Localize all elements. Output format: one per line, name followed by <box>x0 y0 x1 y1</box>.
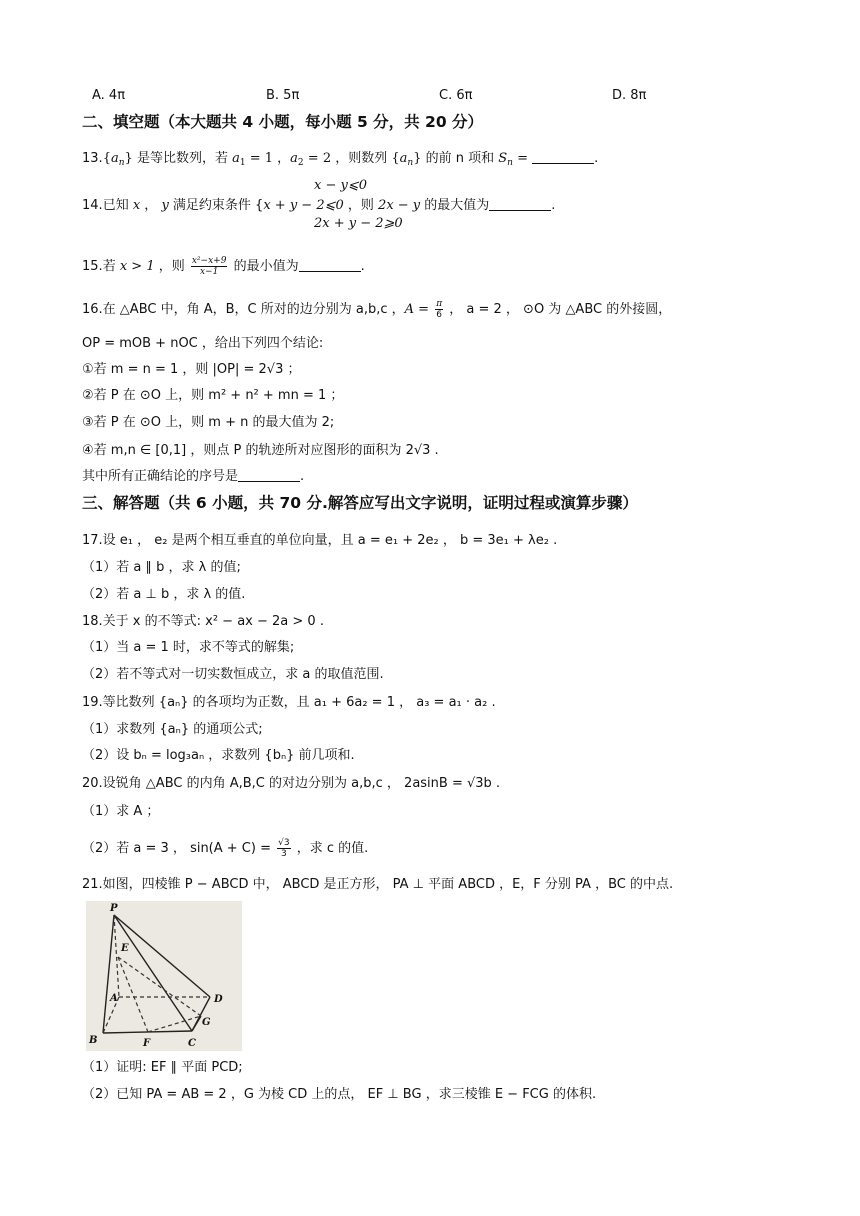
q17-part1: （1）若 a ∥ b ，求 λ 的值; <box>82 560 241 575</box>
q14-end: . <box>551 198 556 213</box>
option-c: C. 6π <box>439 88 473 103</box>
q20-part2 <box>82 838 368 859</box>
q19-part1: （1）求数列 {aₙ} 的通项公式; <box>82 722 263 737</box>
q16-stem-b: ， a = 2 ， ⊙O 为 △ABC 的外接圆， <box>445 302 672 317</box>
q17-part2: （2）若 a ⊥ b ，求 λ 的值. <box>82 587 246 602</box>
q13-line <box>82 150 598 172</box>
q14-text1: 已知 <box>102 198 133 213</box>
label-e: E <box>121 943 129 954</box>
q13-seq: $\{a_n\}$ <box>102 151 133 168</box>
q15-answer-blank <box>299 258 361 272</box>
q13-seq2: $\{a_n\}$ <box>391 151 422 168</box>
q15-frac-numerator: x²−x+9 <box>191 256 227 266</box>
q14-line <box>82 197 555 215</box>
q16-tail <box>82 468 304 486</box>
q15-text2: ，则 <box>154 259 189 274</box>
q13-text2: ， <box>273 151 291 166</box>
q20-part2-text: （2）若 a = 3 ， sin(A + C) = <box>82 841 276 856</box>
label-p: P <box>110 903 118 914</box>
section2-heading: 二、填空题（本大题共 4 小题，每小题 5 分，共 20 分） <box>82 113 484 131</box>
q16-conclusion-4: ④若 m,n ∈ [0,1] ，则点 P 的轨迹所对应图形的面积为 2√3 . <box>82 443 439 458</box>
q13-answer-blank <box>532 150 594 164</box>
q16-stem: 16.在 △ABC 中，角 A，B，C 所对的边分别为 a,b,c ， <box>82 302 405 317</box>
q14-number: 14. <box>82 198 103 213</box>
q19-part2: （2）设 bₙ = log₃aₙ ，求数列 {bₙ} 前几项和. <box>82 748 355 763</box>
q15-end: . <box>360 259 365 274</box>
q16-tail-text: 其中所有正确结论的序号是 <box>82 469 239 484</box>
q21-stem: 21.如图，四棱锥 P − ABCD 中， ABCD 是正方形， PA ⊥ 平面 ABCD ，E，F 分别 PA ，BC 的中点. <box>82 877 674 892</box>
q13-end: . <box>594 151 599 166</box>
label-a: A <box>110 993 118 1004</box>
q14-text5: 的最大值为 <box>420 198 490 213</box>
q19-stem: 19.等比数列 {aₙ} 的各项均为正数，且 a₁ + 6a₂ = 1 ， a₃ = a₁ · a₂ . <box>82 695 496 710</box>
q15-text3: 的最小值为 <box>229 259 299 274</box>
q16-line1 <box>82 299 671 320</box>
q16-fraction <box>435 299 443 320</box>
q20-part1: （1）求 A ； <box>82 804 160 819</box>
label-b: B <box>89 1035 98 1046</box>
q14-constraint-2: x + y − 2⩽0 <box>263 198 344 213</box>
label-g: G <box>202 1017 211 1028</box>
q16-line2: OP = mOB + nOC ，给出下列四个结论: <box>82 336 324 351</box>
q20-fraction <box>277 838 290 859</box>
q20-frac-numerator: √3 <box>278 838 290 848</box>
q14-constraint-3: 2x + y − 2⩾0 <box>314 216 403 231</box>
q13-number: 13. <box>82 151 103 166</box>
q15-fraction <box>191 256 228 277</box>
q15-frac-denominator: x−1 <box>199 267 219 277</box>
q16-end: . <box>300 469 305 484</box>
q16-conclusion-1: ①若 m = n = 1 ，则 |OP| = 2√3 ； <box>82 362 301 377</box>
q20-part2-tail: ，求 c 的值. <box>292 841 369 856</box>
q15-condition: x > 1 <box>119 259 155 274</box>
pyramid-figure <box>86 901 242 1051</box>
label-d: D <box>214 994 223 1005</box>
q14-constraint-1: x − y⩽0 <box>314 178 367 193</box>
q21-part1: （1）证明: EF ∥ 平面 PCD; <box>82 1060 243 1075</box>
option-d: D. 8π <box>612 88 647 103</box>
figure-background <box>86 901 242 1051</box>
q15-line <box>82 256 365 277</box>
q13-a2: $a_2 = 2$ <box>290 151 332 168</box>
option-b: B. 5π <box>266 88 300 103</box>
q20-stem: 20.设锐角 △ABC 的内角 A,B,C 的对边分别为 a,b,c ， 2asinB = √3b . <box>82 776 501 791</box>
q14-var-x: x <box>132 198 141 213</box>
q20-frac-denominator: 3 <box>280 849 287 859</box>
q16-frac-numerator: π <box>436 299 443 309</box>
q13-text3: ，则数列 <box>331 151 392 166</box>
q14-var-y: y <box>161 198 169 213</box>
q14-text4: ，则 <box>343 198 379 213</box>
q13-sn: $S_n$ = <box>498 151 533 168</box>
q13-text1: 是等比数列，若 <box>132 151 233 166</box>
q16-conclusion-3: ③若 P 在 ⊙O 上，则 m + n 的最大值为 2; <box>82 415 335 430</box>
q16-answer-blank <box>238 468 300 482</box>
q14-text3: 满足约束条件 { <box>168 198 264 213</box>
q18-part2: （2）若不等式对一切实数恒成立，求 a 的取值范围. <box>82 667 384 682</box>
q16-angle-a: A = <box>404 302 434 317</box>
q16-conclusion-2: ②若 P 在 ⊙O 上，则 m² + n² + mn = 1 ； <box>82 388 344 403</box>
q18-part1: （1）当 a = 1 时，求不等式的解集; <box>82 640 295 655</box>
q14-objective: 2x − y <box>378 198 421 213</box>
q13-text4: 的前 n 项和 <box>421 151 499 166</box>
q16-frac-denominator: 6 <box>436 310 443 320</box>
label-c: C <box>188 1038 196 1049</box>
q13-a1: $a_1 = 1$ <box>232 151 274 168</box>
q15-text1: 若 <box>102 259 120 274</box>
q15-number: 15. <box>82 259 103 274</box>
q14-text2: ， <box>140 198 162 213</box>
q18-stem: 18.关于 x 的不等式: x² − ax − 2a > 0 . <box>82 614 324 629</box>
section3-heading: 三、解答题（共 6 小题，共 70 分.解答应写出文字说明，证明过程或演算步骤） <box>82 494 638 512</box>
q17-stem: 17.设 e₁ ， e₂ 是两个相互垂直的单位向量，且 a = e₁ + 2e₂ ， b = 3e₁ + λe₂ . <box>82 533 558 548</box>
option-a: A. 4π <box>92 88 126 103</box>
q21-part2: （2）已知 PA = AB = 2 ，G 为棱 CD 上的点， EF ⊥ BG ，求三棱锥 E − FCG 的体积. <box>82 1087 597 1102</box>
label-f: F <box>143 1038 151 1049</box>
q14-answer-blank <box>489 197 551 211</box>
